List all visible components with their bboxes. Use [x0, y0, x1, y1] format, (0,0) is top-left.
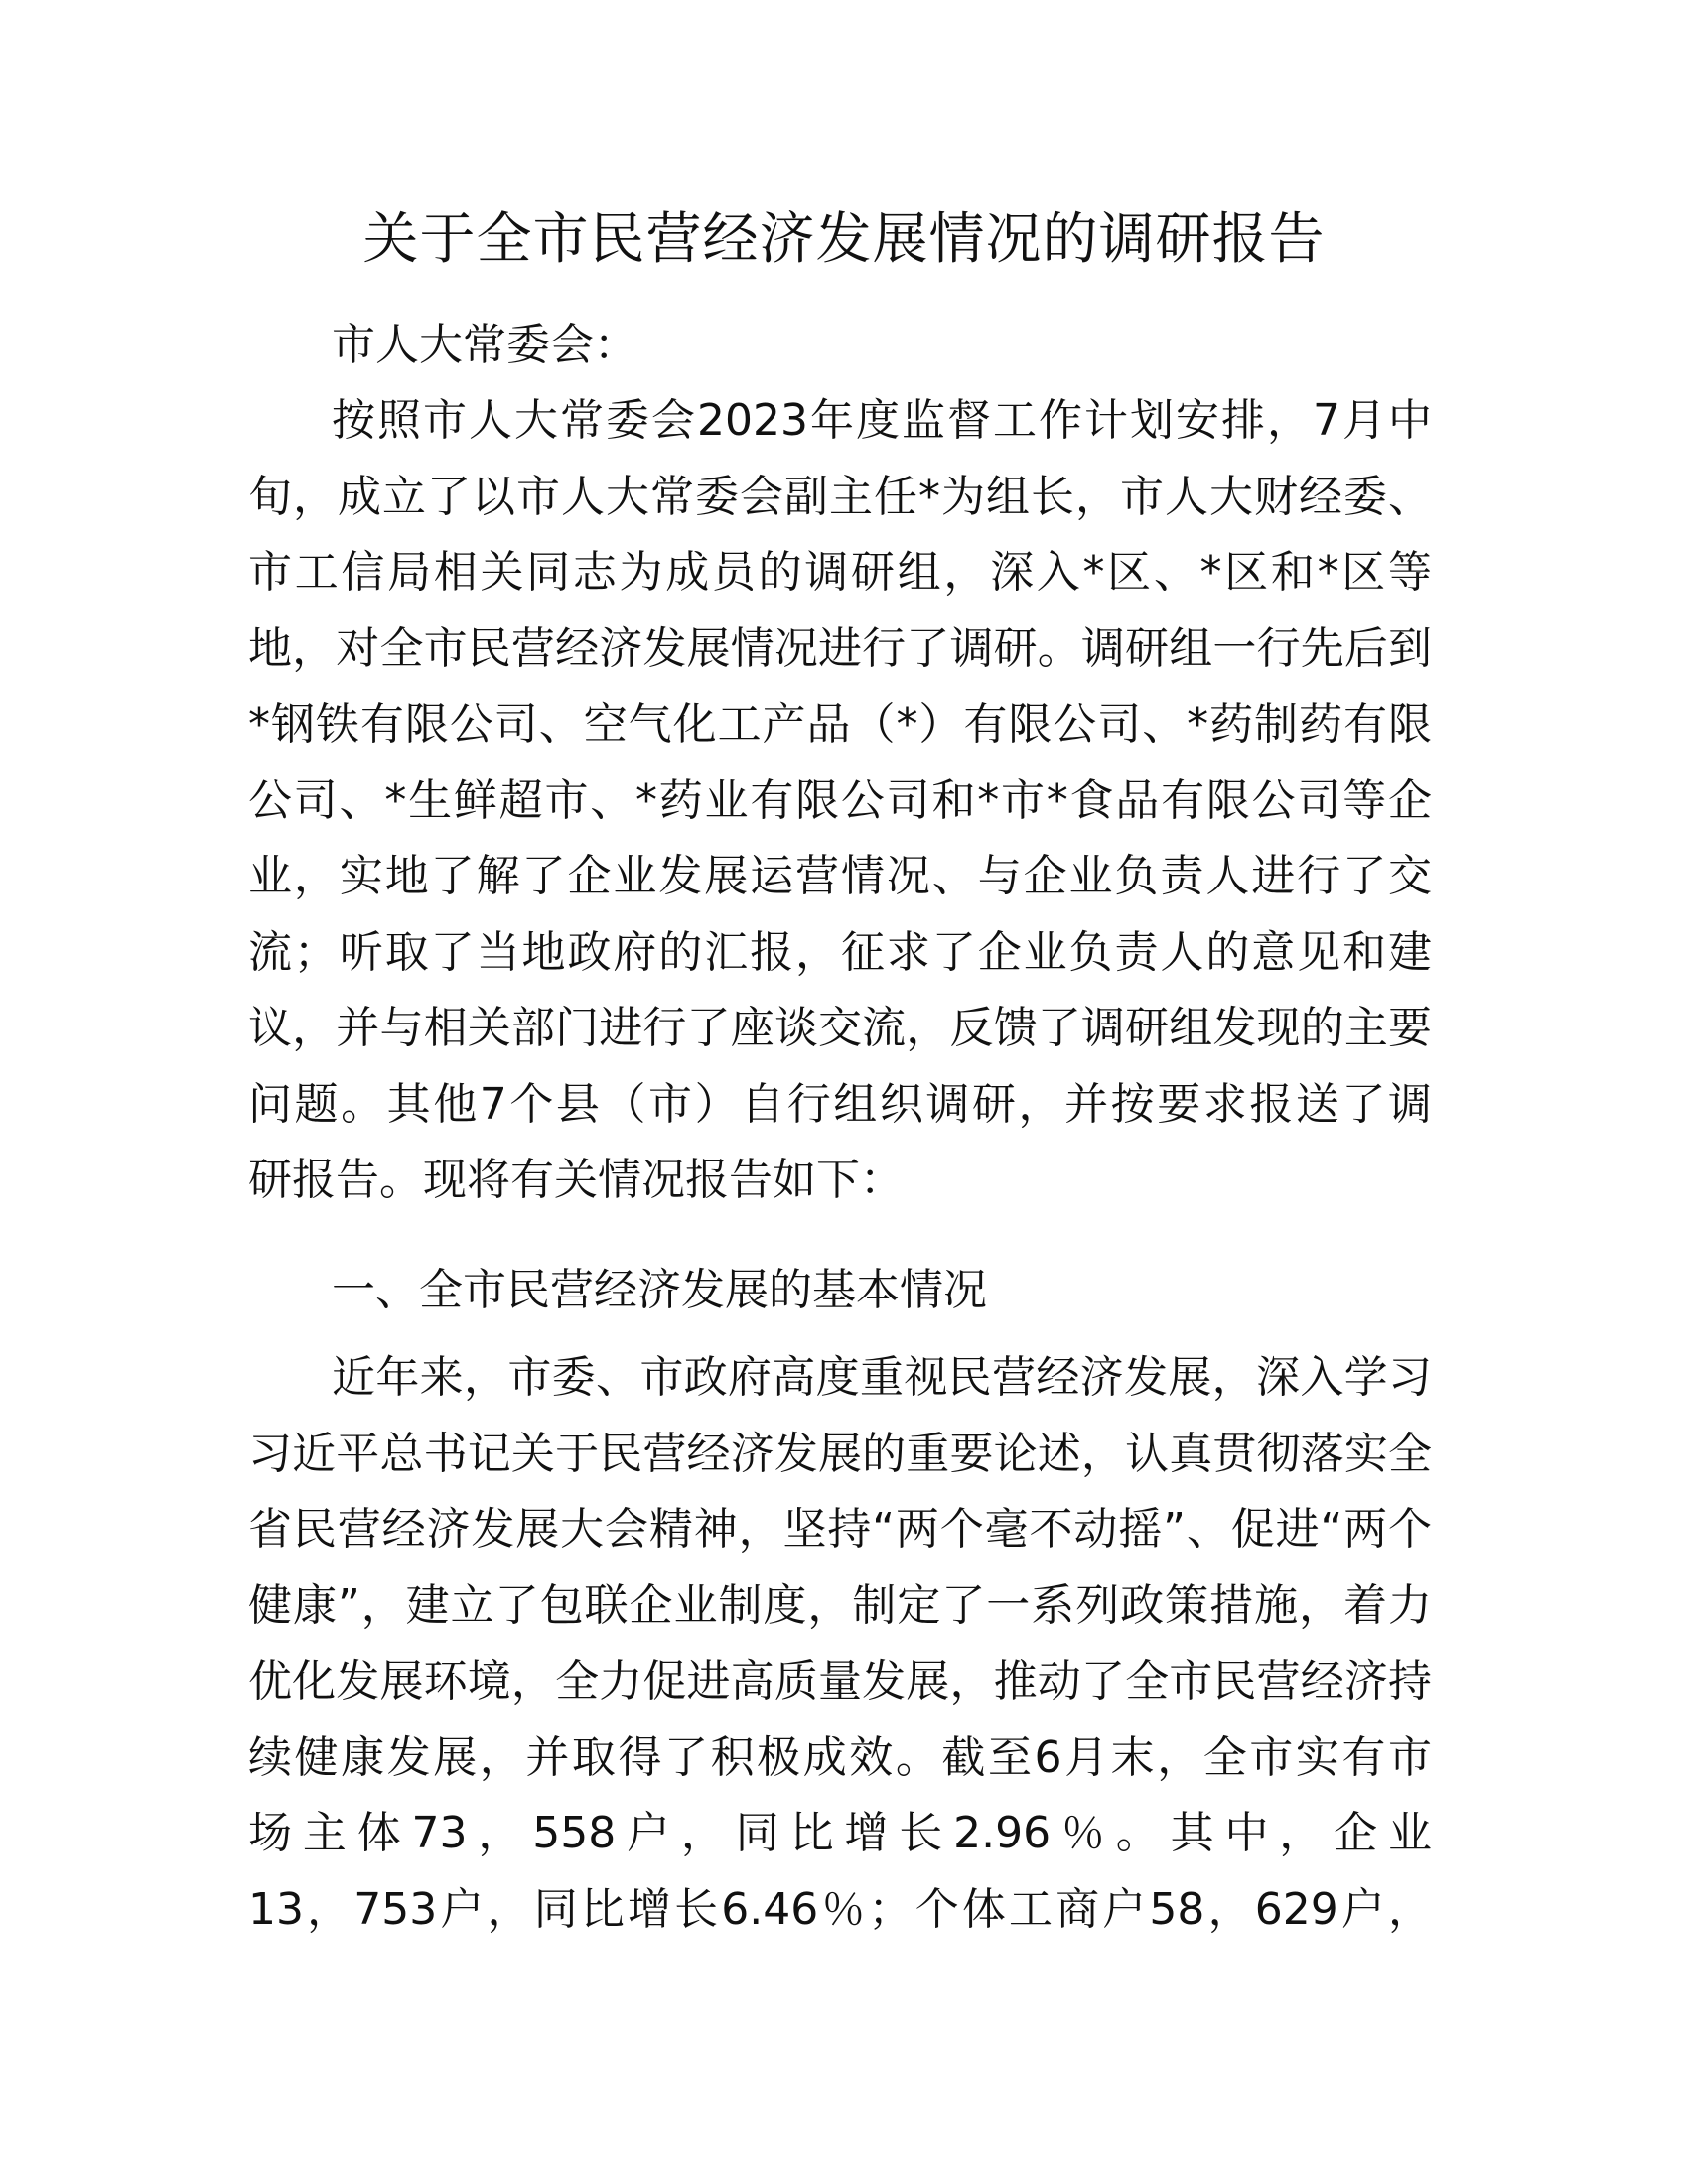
paragraph-line: 市工信局相关同志为成员的调研组，深入*区、*区和*区等 [248, 547, 1432, 598]
paragraph-2 [248, 1340, 1432, 1948]
paragraph-line: 13，753户，同比增长6.46％；个体工商户58，629户， [248, 1883, 1432, 1935]
document-title: 关于全市民营经济发展情况的调研报告 [362, 207, 1326, 272]
paragraph-line: 续健康发展，并取得了积极成效。截至6月末，全市实有市 [248, 1731, 1432, 1783]
paragraph-line: 问题。其他7个县（市）自行组织调研，并按要求报送了调 [248, 1078, 1432, 1130]
paragraph-line: 健康”，建立了包联企业制度，制定了一系列政策措施，着力 [248, 1579, 1432, 1631]
paragraph-line: 议，并与相关部门进行了座谈交流，反馈了调研组发现的主要 [248, 1003, 1432, 1053]
paragraph-line: 近年来，市委、市政府高度重视民营经济发展，深入学习 [332, 1352, 1432, 1403]
salutation: 市人大常委会： [332, 320, 637, 370]
paragraph-line: 优化发展环境，全力促进高质量发展，推动了全市民营经济持 [248, 1656, 1432, 1706]
paragraph-line: 省民营经济发展大会精神，坚持“两个毫不动摇”、促进“两个 [248, 1504, 1432, 1555]
section-heading: 一、全市民营经济发展的基本情况 [332, 1265, 987, 1315]
paragraph-line: 旬，成立了以市人大常委会副主任*为组长，市人大财经委、 [248, 471, 1432, 522]
paragraph-line: 公司、*生鲜超市、*药业有限公司和*市*食品有限公司等企 [248, 774, 1432, 826]
paragraph-line: 流；听取了当地政府的汇报，征求了企业负责人的意见和建 [248, 926, 1432, 978]
paragraph-line: *钢铁有限公司、空气化工产品（*）有限公司、*药制药有限 [248, 699, 1432, 750]
paragraph-line: 场主体73，558户，同比增长2.96％。其中，企业 [248, 1808, 1432, 1858]
paragraph-line: 地，对全市民营经济发展情况进行了调研。调研组一行先后到 [248, 622, 1432, 674]
paragraph-1 [248, 383, 1432, 1219]
paragraph-line: 研报告。现将有关情况报告如下： [248, 1155, 904, 1205]
paragraph-line: 习近平总书记关于民营经济发展的重要论述，认真贯彻落实全 [248, 1428, 1432, 1479]
paragraph-line: 按照市人大常委会2023年度监督工作计划安排，7月中 [332, 395, 1432, 446]
paragraph-line: 业，实地了解了企业发展运营情况、与企业负责人进行了交 [248, 851, 1432, 901]
